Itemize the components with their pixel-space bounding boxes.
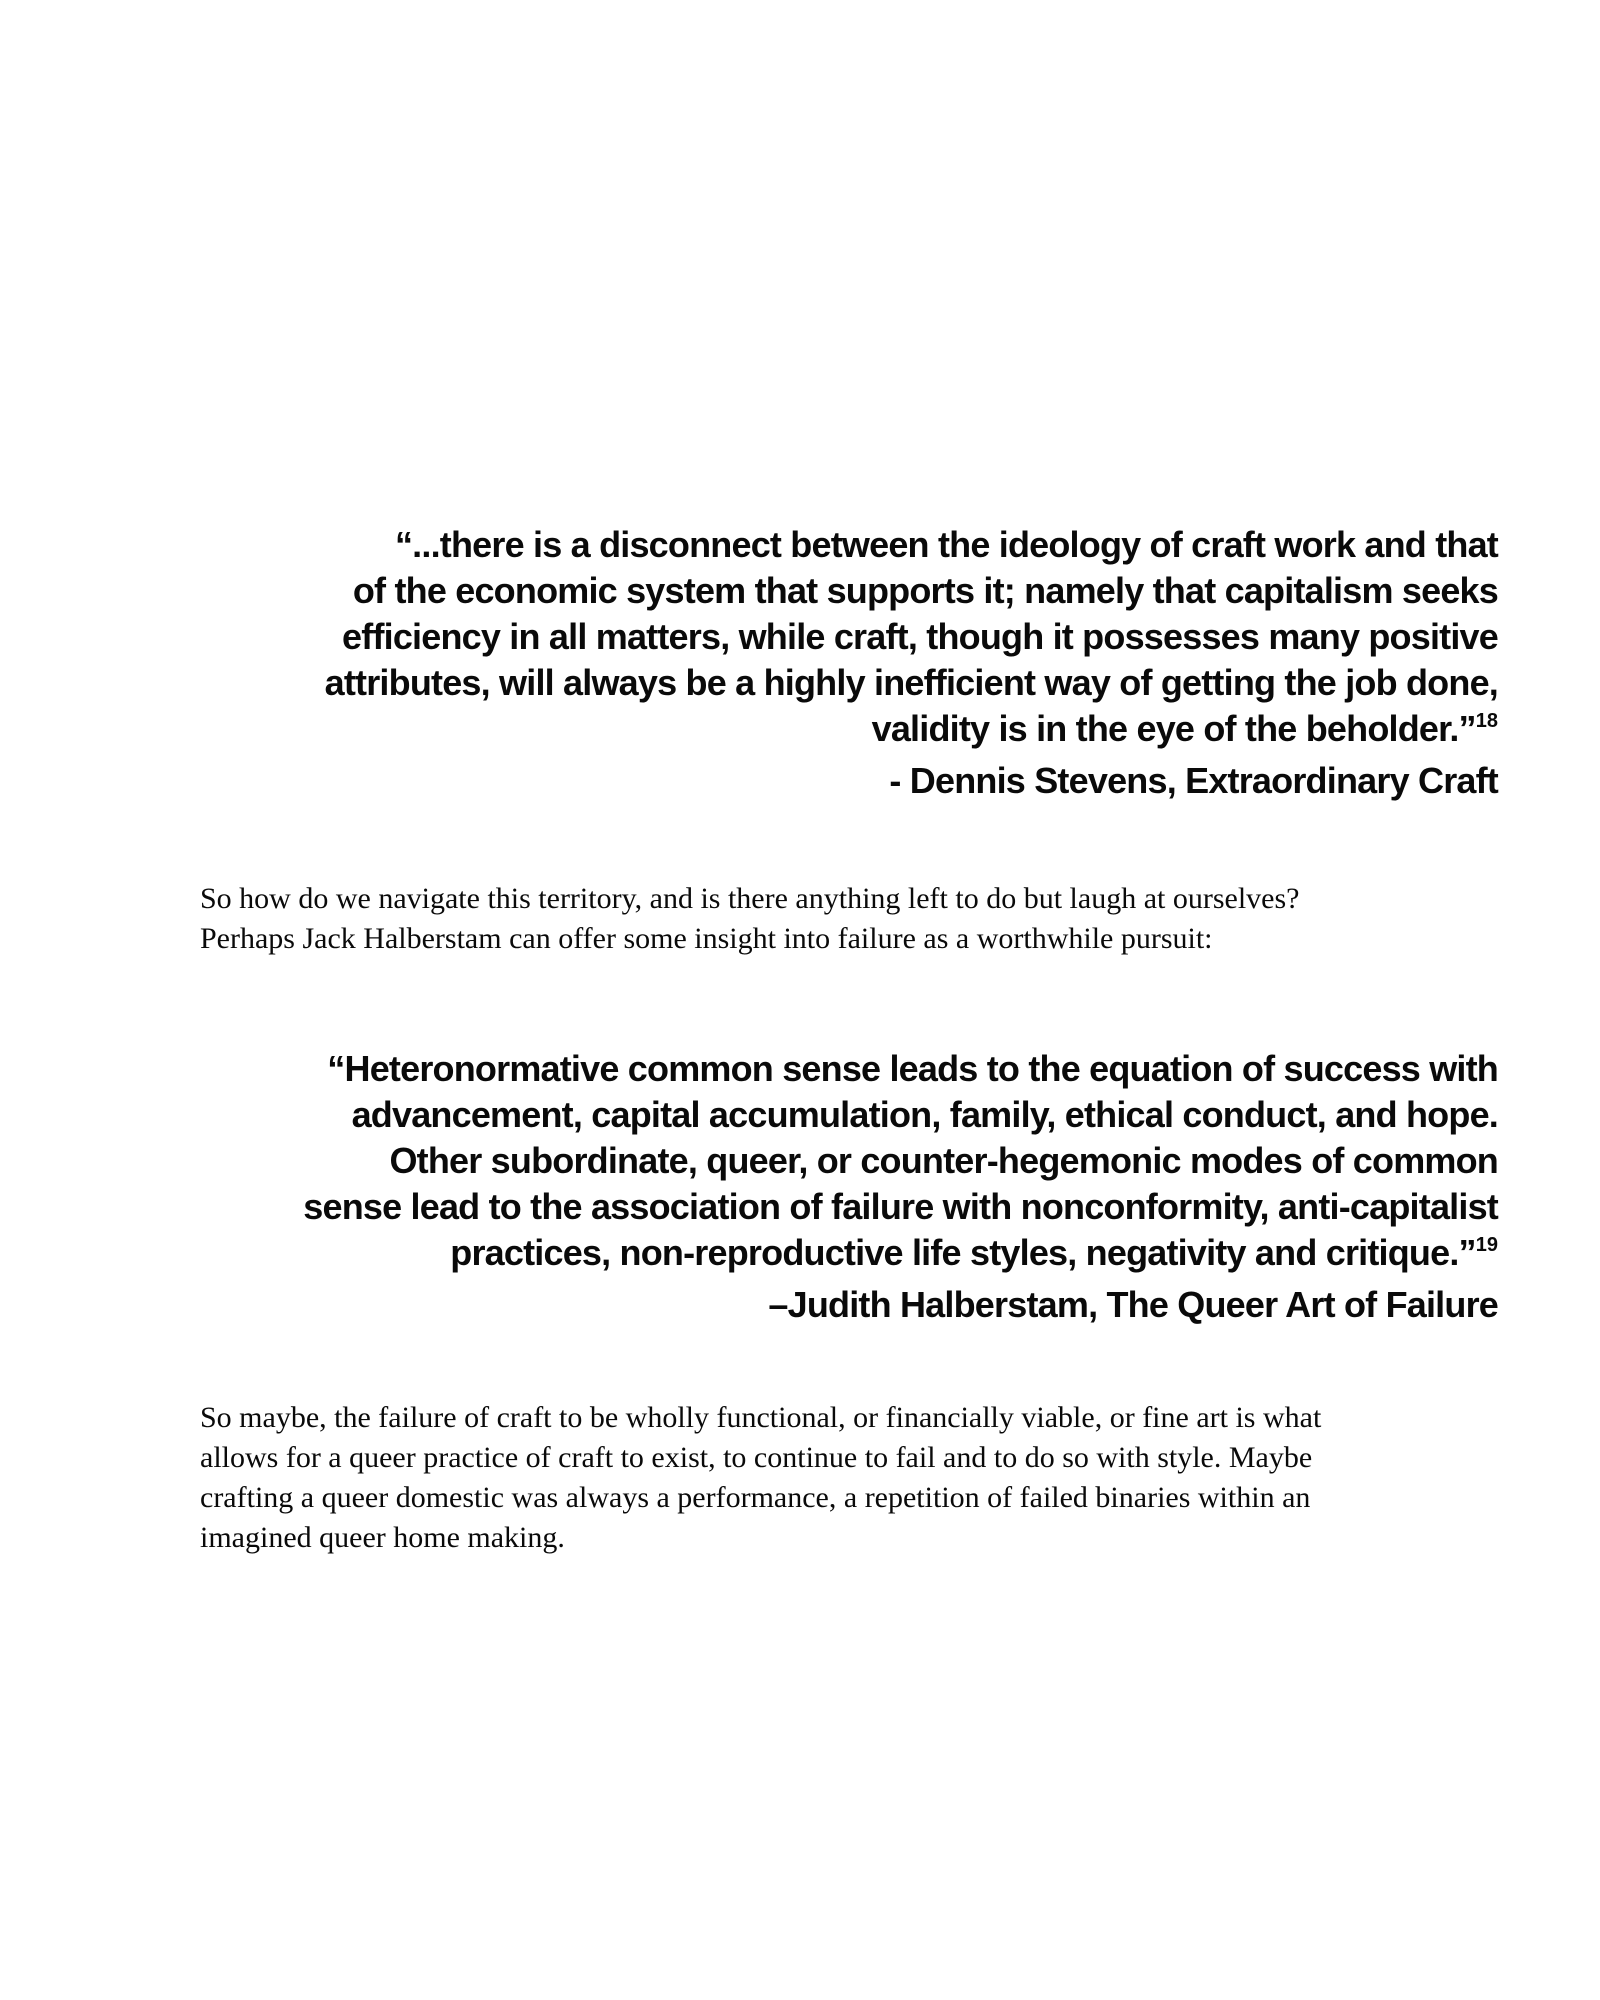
quote-line: of the economic system that supports it; namely that capitalism seeks xyxy=(352,570,1498,611)
quote-line-text: practices, non-reproductive life styles, negativity and critique.” xyxy=(450,1232,1476,1273)
paragraph-line: So maybe, the failure of craft to be wholly functional, or financially viable, or fine art is what xyxy=(200,1401,1322,1434)
quote-line: efficiency in all matters, while craft, though it possesses many positive xyxy=(342,616,1498,657)
pull-quote-judith-halberstam xyxy=(200,1046,1498,1328)
quote-line: “Heteronormative common sense leads to the equation of success with xyxy=(327,1048,1498,1089)
paragraph-line: allows for a queer practice of craft to exist, to continue to fail and to do so with style. Maybe xyxy=(200,1441,1313,1474)
paragraph-line: crafting a queer domestic was always a performance, a repetition of failed binaries within an xyxy=(200,1481,1311,1514)
footnote-marker: 19 xyxy=(1475,1234,1498,1256)
quote-line: attributes, will always be a highly inefficient way of getting the job done, xyxy=(324,662,1498,703)
footnote-marker: 18 xyxy=(1475,710,1498,732)
quote-line-text: validity is in the eye of the beholder.” xyxy=(871,708,1476,749)
quote-last-line xyxy=(200,706,1498,758)
quote-last-line xyxy=(200,1230,1498,1282)
pull-quote-dennis-stevens xyxy=(200,522,1498,804)
paragraph-line: Perhaps Jack Halberstam can offer some insight into failure as a worthwhile pursuit: xyxy=(200,922,1213,955)
body-paragraph-failure-of-craft xyxy=(200,1398,1480,1558)
quote-line: advancement, capital accumulation, family, ethical conduct, and hope. xyxy=(351,1094,1498,1135)
quote-line: sense lead to the association of failure with nonconformity, anti-capitalist xyxy=(303,1186,1498,1227)
body-paragraph-navigate-territory xyxy=(200,879,1480,959)
quote-attribution: –Judith Halberstam, The Queer Art of Failure xyxy=(768,1284,1498,1325)
quote-line: Other subordinate, queer, or counter-hegemonic modes of common xyxy=(389,1140,1498,1181)
quote-attribution: - Dennis Stevens, Extraordinary Craft xyxy=(889,760,1498,801)
quote-line: “...there is a disconnect between the ideology of craft work and that xyxy=(394,524,1498,565)
paragraph-line: So how do we navigate this territory, and is there anything left to do but laugh at ourselves? xyxy=(200,882,1300,915)
paragraph-line: imagined queer home making. xyxy=(200,1521,565,1554)
